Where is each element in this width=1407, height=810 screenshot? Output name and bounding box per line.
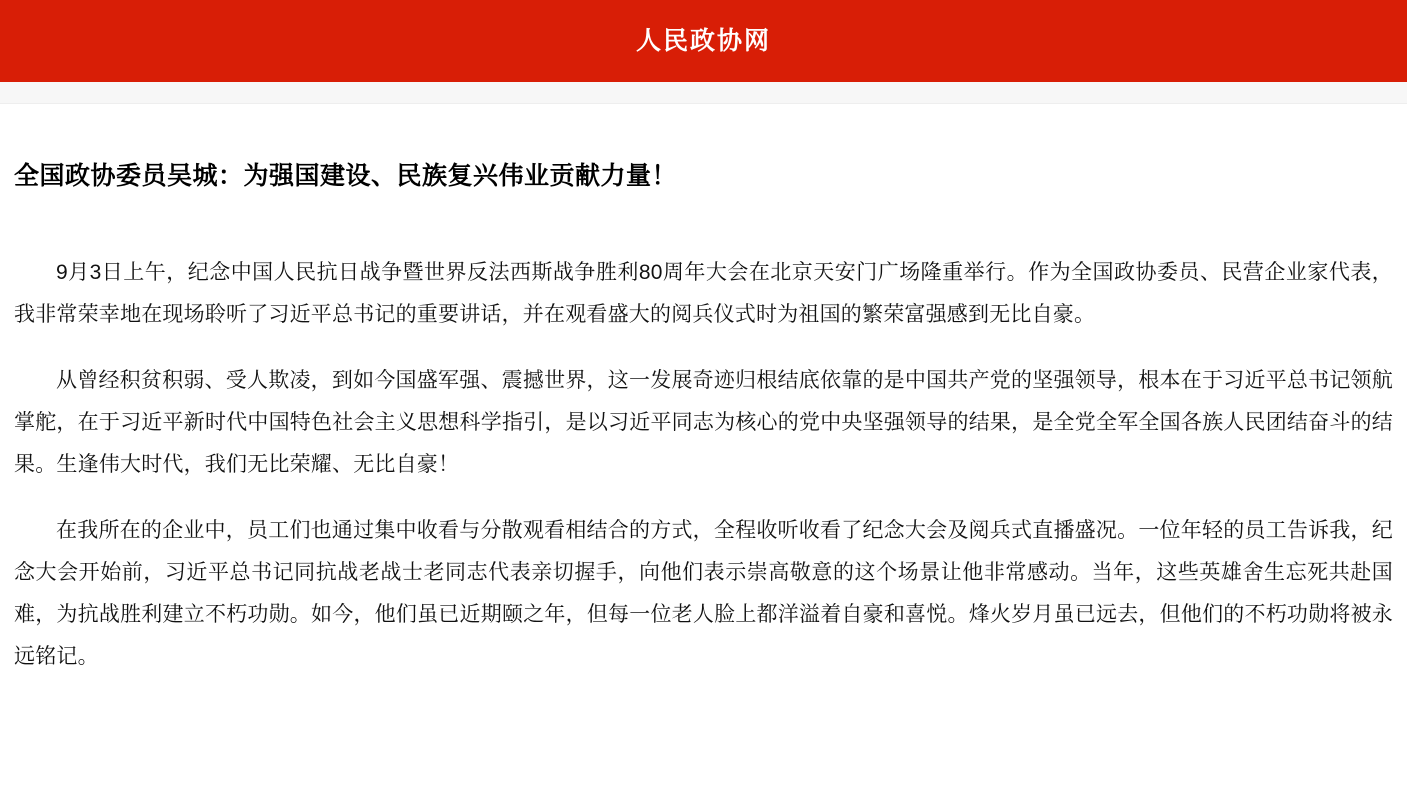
page-title: 全国政协委员吴城：为强国建设、民族复兴伟业贡献力量！ xyxy=(14,162,678,190)
article-body xyxy=(14,252,1393,678)
article-paragraph: 9月3日上午，纪念中国人民抗日战争暨世界反法西斯战争胜利80周年大会在北京天安门广场隆重举行。作为全国政协委员、民营企业家代表，我非常荣幸地在现场聆听了习近平总书记的重要讲话，并在观看盛大的阅兵仪式时为祖国的繁荣富强感到无比自豪。 xyxy=(14,260,1393,326)
header-divider xyxy=(0,82,1407,104)
article-paragraph: 在我所在的企业中，员工们也通过集中收看与分散观看相结合的方式，全程收听收看了纪念大会及阅兵式直播盛况。一位年轻的员工告诉我，纪念大会开始前，习近平总书记同抗战老战士老同志代表亲切握手，向他们表示崇高敬意的这个场景让他非常感动。当年，这些英雄舍生忘死共赴国难，为抗战胜利建立不朽功勋。如今，他们虽已近期颐之年，但每一位老人脸上都洋溢着自豪和喜悦。烽火岁月虽已远去，但他们的不朽功勋将被永远铭记。 xyxy=(14,518,1393,668)
article-container xyxy=(0,160,1407,678)
site-header xyxy=(0,0,1407,82)
article-paragraph: 从曾经积贫积弱、受人欺凌，到如今国盛军强、震撼世界，这一发展奇迹归根结底依靠的是中国共产党的坚强领导，根本在于习近平总书记领航掌舵，在于习近平新时代中国特色社会主义思想科学指引，是以习近平同志为核心的党中央坚强领导的结果，是全党全军全国各族人民团结奋斗的结果。生逢伟大时代，我们无比荣耀、无比自豪！ xyxy=(14,368,1393,476)
site-title: 人民政协网 xyxy=(635,26,771,55)
